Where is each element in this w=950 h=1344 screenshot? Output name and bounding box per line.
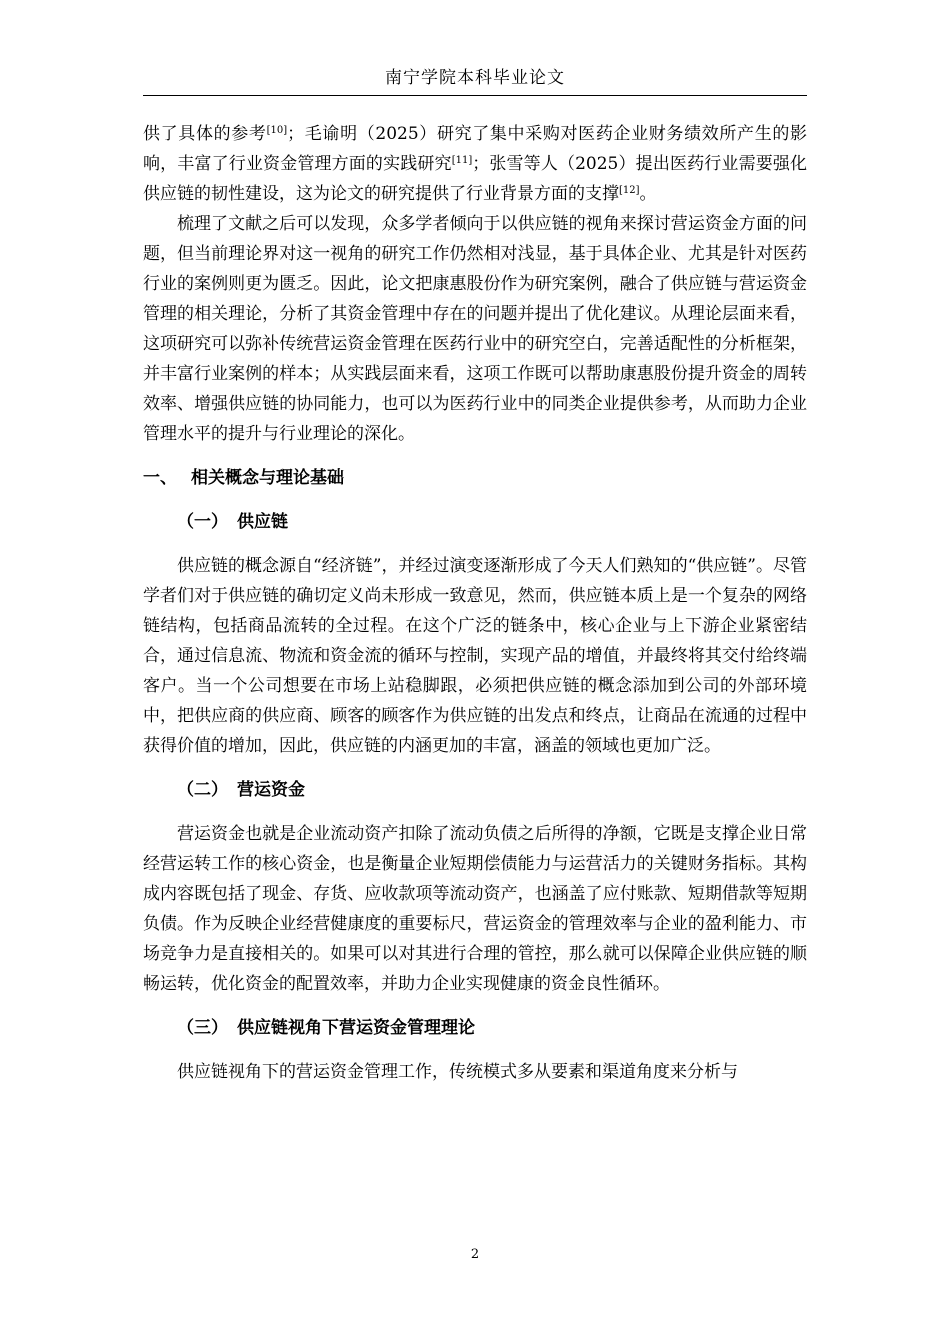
subsection-number: （一） <box>177 512 228 532</box>
text-run: 。 <box>639 184 657 204</box>
body-text <box>143 119 807 1087</box>
header-divider <box>143 95 807 96</box>
text-run: ；毛谕明（2025）研究了集中采购对医药企业财务绩效所产生的影响，丰富了行业资金管理方面的实践研究 <box>143 124 808 174</box>
running-header: 南宁学院本科毕业论文 <box>385 68 565 88</box>
page-number: 2 <box>470 1247 480 1262</box>
section-heading <box>143 463 807 493</box>
paragraph-supply-chain: 供应链的概念源自“经济链”，并经过演变逐渐形成了今天人们熟知的“供应链”。尽管学者们对于供应链的确切定义尚未形成一致意见，然而，供应链本质上是一个复杂的网络链结构，包括商品流转的全过程。在这个广泛的链条中，核心企业与上下游企业紧密结合，通过信息流、物流和资金流的循环与控制，实现产品的增值，并最终将其交付给终端客户。当一个公司想要在市场上站稳脚跟，必须把供应链的概念添加到公司的外部环境中，把供应商的供应商、顾客的顾客作为供应链的出发点和终点，让商品在流通的过程中获得价值的增加，因此，供应链的内涵更加的丰富，涵盖的领域也更加广泛。 <box>143 556 807 756</box>
subsection-title: 营运资金 <box>237 780 305 800</box>
subsection-title: 供应链 <box>237 512 288 532</box>
section-number: 一、 <box>143 468 177 488</box>
paragraph-literature-summary: 梳理了文献之后可以发现，众多学者倾向于以供应链的视角来探讨营运资金方面的问题，但当前理论界对这一视角的研究工作仍然相对浅显，基于具体企业、尤其是针对医药行业的案例则更为匮乏。因此，论文把康惠股份作为研究案例，融合了供应链与营运资金管理的相关理论，分析了其资金管理中存在的问题并提出了优化建议。从理论层面来看，这项研究可以弥补传统营运资金管理在医药行业中的研究空白，完善适配性的分析框架，并丰富行业案例的样本；从实践层面来看，这项工作既可以帮助康惠股份提升资金的周转效率、增强供应链的协同能力，也可以为医药行业中的同类企业提供参考，从而助力企业管理水平的提升与行业理论的深化。 <box>143 214 807 444</box>
subsection-number: （三） <box>177 1018 228 1038</box>
paragraph-literature-cont <box>143 119 807 209</box>
citation-11: [11] <box>451 155 473 166</box>
citation-12: [12] <box>619 185 640 196</box>
subsection-number: （二） <box>177 780 228 800</box>
text-run: ；张雪等人（2025）提出医药行业需要强化供应链的韧性建设，这为论文的研究提供了行业背景方面的支撑 <box>143 154 808 204</box>
subsection-heading-working-capital <box>143 775 807 805</box>
subsection-heading-theory <box>143 1013 807 1043</box>
citation-10: [10] <box>266 125 288 136</box>
text-run: 供了具体的参考 <box>143 124 267 144</box>
paragraph-theory: 供应链视角下的营运资金管理工作，传统模式多从要素和渠道角度来分析与 <box>177 1062 738 1082</box>
paragraph-working-capital: 营运资金也就是企业流动资产扣除了流动负债之后所得的净额，它既是支撑企业日常经营运转工作的核心资金，也是衡量企业短期偿债能力与运营活力的关键财务指标。其构成内容既包括了现金、存货、应收款项等流动资产，也涵盖了应付账款、短期借款等短期负债。作为反映企业经营健康度的重要标尺，营运资金的管理效率与企业的盈利能力、市场竞争力是直接相关的。如果可以对其进行合理的管控，那么就可以保障企业供应链的顺畅运转，优化资金的配置效率，并助力企业实现健康的资金良性循环。 <box>143 824 807 994</box>
section-title: 相关概念与理论基础 <box>191 468 344 488</box>
subsection-title: 供应链视角下营运资金管理理论 <box>237 1018 475 1038</box>
subsection-heading-supply-chain <box>143 507 807 537</box>
